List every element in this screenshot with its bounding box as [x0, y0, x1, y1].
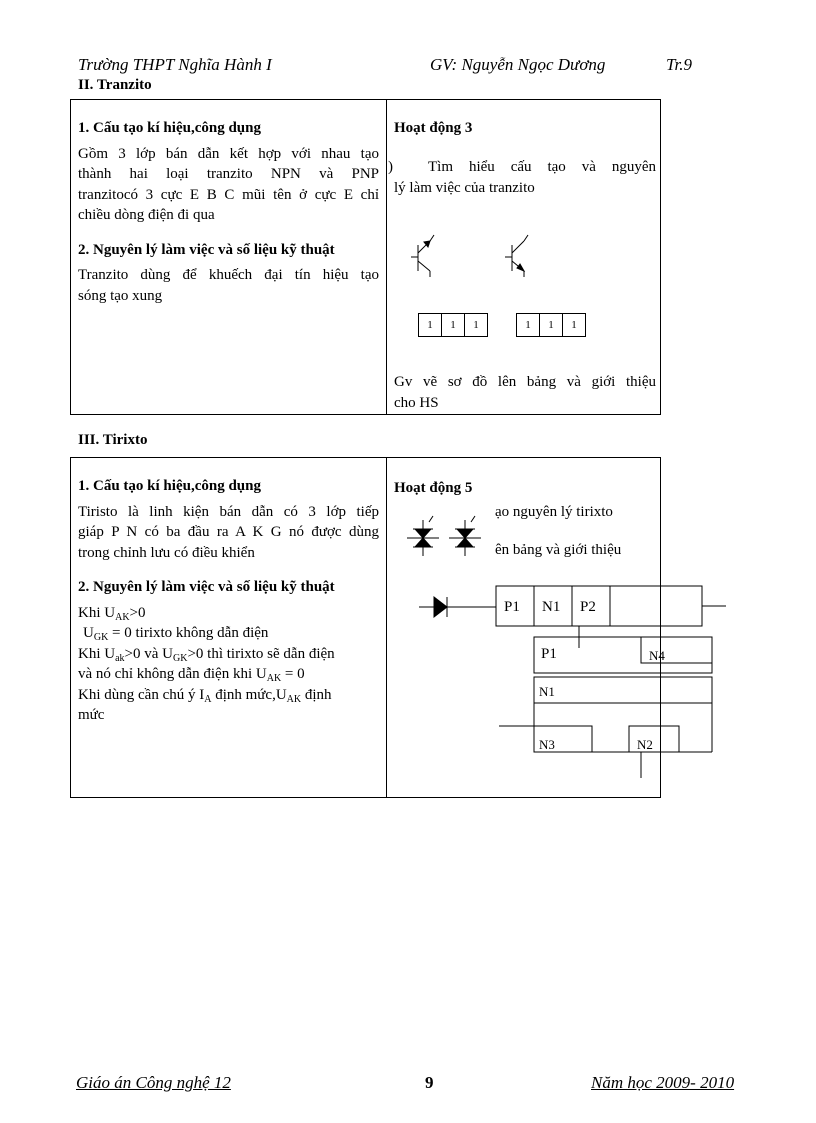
activity-title: Hoạt động 3 [394, 120, 473, 136]
tirixto-left-cell [78, 476, 379, 726]
layer-box: 1 [442, 313, 465, 337]
layer-box: 1 [516, 313, 540, 337]
text-line: $U_{GK} = 0$ tirixto không dẫn điện [83, 625, 269, 643]
text-line: trong chỉnh lưu có điều khiển [78, 544, 255, 561]
layer-box: 1 [418, 313, 442, 337]
activity-title-clipped: Hoạt động 5 [394, 480, 473, 496]
table-divider [386, 458, 387, 797]
footer-page-number: 9 [425, 1073, 434, 1092]
thyristor-diagram [401, 498, 665, 783]
tranzito-right-cell [394, 118, 656, 144]
heading-structure: 1. Cấu tạo kí hiệu,công dụng [78, 478, 261, 494]
text-line: và nó chỉ không dẫn điện khi $U_{AK} = 0$ [78, 666, 305, 684]
school-name: Trường THPT Nghĩa Hành I [78, 55, 272, 74]
diode-icon [419, 597, 496, 617]
text-line: sóng tạo xung [78, 287, 163, 304]
table-divider [386, 100, 387, 414]
label-n4: N4 [649, 648, 665, 663]
heading-principle: 2. Nguyên lý làm việc và số liệu kỹ thuật [78, 579, 335, 595]
label-p1: P1 [504, 599, 520, 615]
text-line: Tiristo là linh kiện bán dẫn có 3 lớp tiếp [78, 503, 379, 520]
label-n2: N2 [637, 737, 653, 752]
text-line: Tranzito dùng để khuếch đại tín hiệu tạo [78, 267, 379, 283]
activity-fragment: ên bảng và giới thiệu [495, 542, 622, 558]
npn-transistor-icon [411, 235, 434, 277]
label-n1: N1 [542, 599, 561, 615]
label-p1-mid: P1 [541, 646, 557, 662]
section-title-tranzito: II. Tranzito [78, 77, 152, 93]
activity-text: Tìm hiểu cấu tạo và nguyên lý làm việc của tranzito [394, 159, 656, 196]
pnp-transistor-icon [505, 235, 528, 277]
teacher-name: GV: Nguyễn Ngọc Dương [430, 55, 606, 74]
text-line: giáp P N có ba đầu ra A K G nó được dùng [78, 524, 379, 540]
p1-layer [534, 637, 712, 673]
transistor-symbols [401, 225, 551, 283]
tranzito-left-cell [78, 118, 379, 306]
tirixto-table [70, 457, 665, 798]
layer-box: 1 [465, 313, 488, 337]
layer-box: 1 [540, 313, 563, 337]
bullet-mark: ) [388, 159, 393, 175]
text-line: mức [78, 707, 105, 723]
thyristor-symbol-icon [449, 516, 481, 556]
layer-box: 1 [563, 313, 586, 337]
footer-course: Giáo án Công nghệ 12 [76, 1073, 231, 1092]
teacher-note: Gv vẽ sơ đồ lên bảng và giới thiệu cho HS [394, 374, 656, 411]
text-line: Gồm 3 lớp bán dẫn kết hợp với nhau tạo [78, 145, 379, 162]
text-line: Khi $U_{ak}>0$ và $U_{GK}>0$ thì tirixto sẽ dẫn điện [78, 645, 335, 664]
pnp-layer-box [496, 586, 702, 626]
text-line: chiều dòng điện đi qua [78, 207, 215, 223]
label-p2: P2 [580, 599, 596, 615]
label-n3: N3 [539, 737, 555, 752]
heading-principle: 2. Nguyên lý làm việc và số liệu kỹ thuật [78, 241, 335, 258]
footer-school-year: Năm học 2009- 2010 [591, 1073, 735, 1092]
activity-fragment: ạo nguyên lý tirixto [495, 504, 613, 520]
section-title-tirixto: III. Tirixto [78, 432, 148, 448]
heading-structure: 1. Cấu tạo kí hiệu,công dụng [78, 120, 261, 136]
pnp-layers [516, 313, 586, 337]
label-n1-mid: N1 [539, 684, 555, 699]
text-line: Khi $U_{AK}>0$ [78, 604, 146, 623]
page-label: Tr.9 [666, 55, 692, 74]
tranzito-table [70, 99, 661, 415]
thyristor-symbol-icon [407, 516, 439, 556]
text-line: tranzitocó 3 cực E B C mũi tên ở cực E chỉ [78, 186, 379, 203]
npn-layers [418, 313, 488, 337]
text-line: Khi dùng cần chú ý $I_A$ định $mức,U_{AK}$ định [78, 686, 332, 705]
n1-layer [534, 677, 712, 703]
text-line: thành hai loại tranzito NPN và PNP [78, 166, 379, 182]
